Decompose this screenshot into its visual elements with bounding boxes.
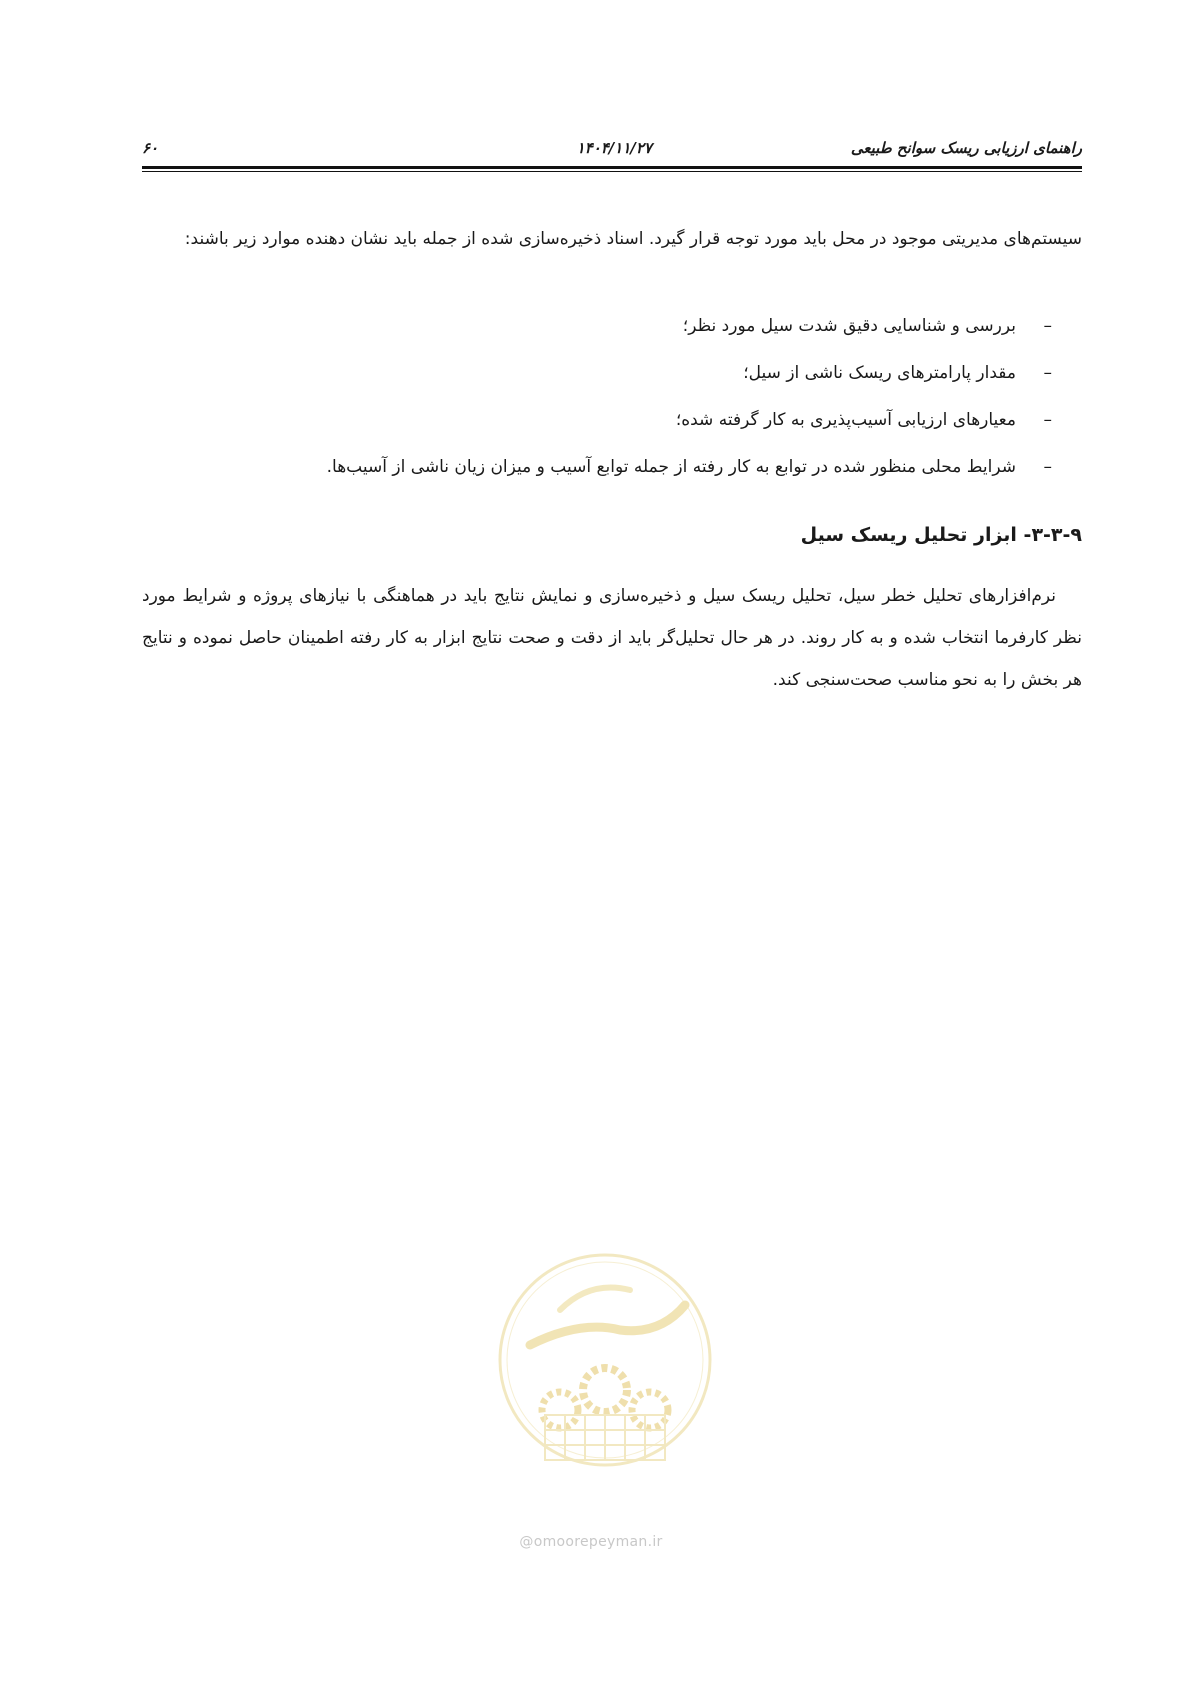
- header-page-number: ۶۰: [142, 139, 159, 157]
- paragraph-tools: نرم‌افزارهای تحلیل خطر سیل، تحلیل ریسک سیل و ذخیره‌سازی و نمایش نتایج باید در هماهنگی با نیازهای پروژه و شرایط مورد نظر کارفرما انتخاب شده و به کار روند. در هر حال تحلیل‌گر باید از دقت و صحت نتایج ابزار به کار رفته اطمینان حاصل نموده و نتایج هر بخش را به نحو مناسب صحت‌سنجی کند.: [142, 586, 1082, 690]
- list-item-text: بررسی و شناسایی دقیق شدت سیل مورد نظر؛: [682, 316, 1016, 336]
- list-item: [142, 303, 1082, 350]
- header-rule-thin: [142, 171, 1082, 172]
- header-title: راهنمای ارزیابی ریسک سوانح طبیعی: [850, 139, 1082, 157]
- requirements-list: [142, 303, 1082, 491]
- list-dash: –: [1043, 457, 1052, 477]
- list-dash: –: [1043, 363, 1052, 383]
- list-item: [142, 397, 1082, 444]
- list-item-text: مقدار پارامترهای ریسک ناشی از سیل؛: [743, 363, 1016, 383]
- section-heading: ۳-۳-۹- ابزار تحلیل ریسک سیل: [800, 524, 1082, 546]
- page-header: [142, 135, 1082, 163]
- list-dash: –: [1043, 410, 1052, 430]
- list-item: [142, 350, 1082, 397]
- list-item-text: معیارهای ارزیابی آسیب‌پذیری به کار گرفته شده؛: [675, 410, 1016, 430]
- list-item: [142, 444, 1082, 491]
- list-item-text: شرایط محلی منظور شده در توابع به کار رفته از جمله توابع آسیب و میزان زیان ناشی از آسیب‌ها.: [326, 457, 1016, 477]
- header-rule-thick: [142, 166, 1082, 169]
- watermark-url: @omoorepeyman.ir: [519, 1534, 663, 1550]
- header-date: ۱۴۰۴/۱۱/۲۷: [576, 139, 652, 157]
- paragraph-intro: سیستم‌های مدیریتی موجود در محل باید مورد توجه قرار گیرد. اسناد ذخیره‌سازی شده از جمله باید نشان دهنده موارد زیر باشند:: [184, 229, 1082, 249]
- list-dash: –: [1043, 316, 1052, 336]
- watermark-logo: [490, 1250, 720, 1500]
